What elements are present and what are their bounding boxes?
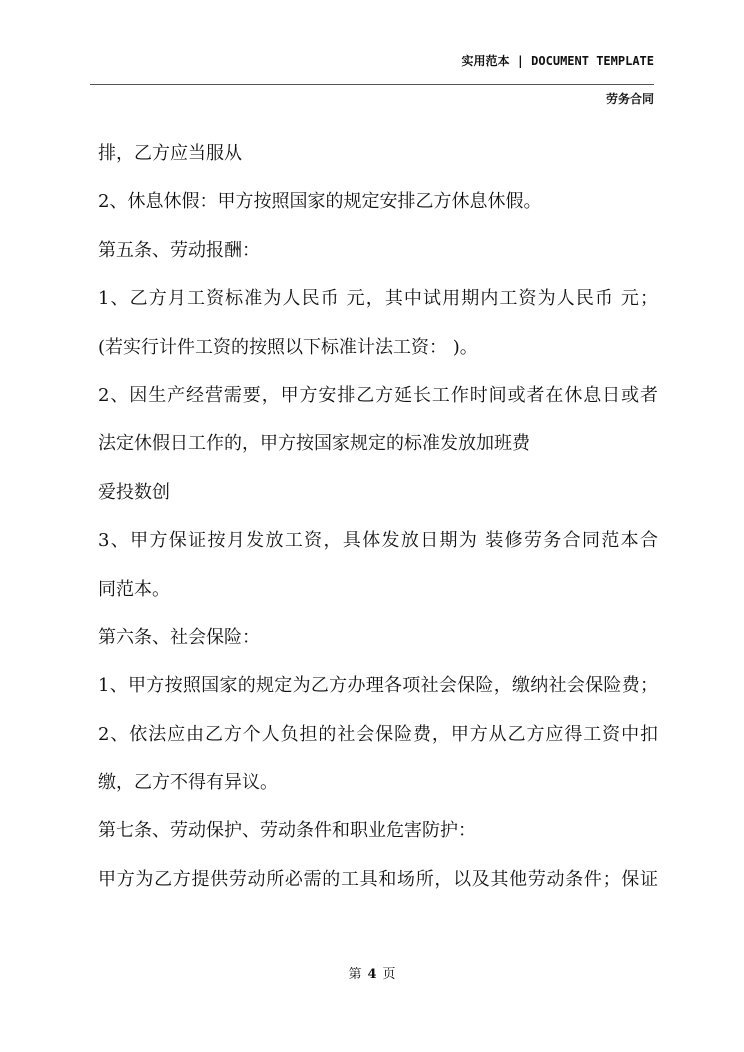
body-line: 同范本。 <box>98 578 170 600</box>
header-subtitle: 劳务合同 <box>605 92 654 106</box>
body-line: 2、因生产经营需要，甲方安排乙方延长工作时间或者在休息日或者 <box>98 384 658 406</box>
body-line: 排，乙方应当服从 <box>98 143 242 164</box>
body-line: 2、依法应由乙方个人负担的社会保险费，甲方从乙方应得工资中扣 <box>98 723 658 745</box>
body-line: 爱投数创 <box>98 481 170 503</box>
document-body <box>98 138 658 912</box>
header-divider <box>90 84 654 85</box>
footer-suffix: 页 <box>382 967 396 982</box>
body-line: 2、休息休假：甲方按照国家的规定安排乙方休息休假。 <box>98 191 542 213</box>
body-line: 第六条、社会保险： <box>98 626 260 648</box>
page-number: 4 <box>367 967 377 982</box>
body-line: 第七条、劳动保护、劳动条件和职业危害防护： <box>98 820 476 842</box>
body-line: 3、甲方保证按月发放工资，具体发放日期为 装修劳务合同范本合 <box>98 530 658 552</box>
body-line: 1、乙方月工资标准为人民币 元，其中试用期内工资为人民币 元； <box>98 288 658 310</box>
page-footer <box>0 963 744 982</box>
header-title: 实用范本 | DOCUMENT TEMPLATE <box>461 54 654 68</box>
footer-prefix: 第 <box>348 967 362 982</box>
body-line: (若实行计件工资的按照以下标准计法工资： )。 <box>98 336 478 358</box>
body-line: 缴，乙方不得有异议。 <box>98 772 278 794</box>
body-line: 第五条、劳动报酬： <box>98 239 260 261</box>
body-line: 法定休假日工作的，甲方按国家规定的标准发放加班费 <box>98 433 530 455</box>
body-line: 1、甲方按照国家的规定为乙方办理各项社会保险，缴纳社会保险费； <box>98 675 658 697</box>
body-line: 甲方为乙方提供劳动所必需的工具和场所，以及其他劳动条件；保证 <box>98 868 658 890</box>
